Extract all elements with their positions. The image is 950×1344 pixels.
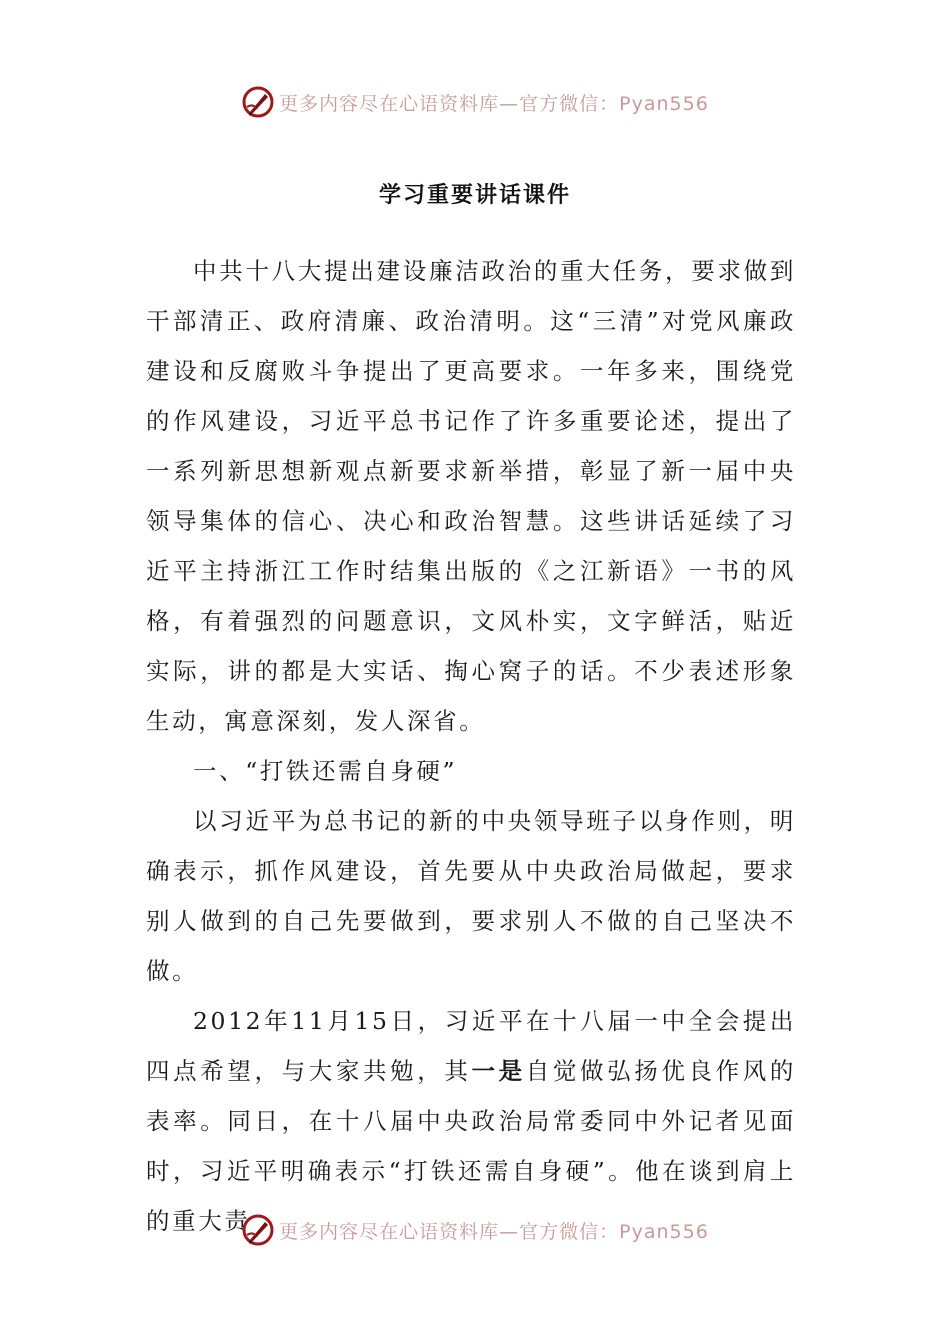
section-heading: 一、“打铁还需自身硬” [193, 757, 458, 785]
paragraph-text: 2012年11月15日，习近平在十八届一中全会提出四点希望，与大家共勉，其 [146, 1007, 796, 1085]
watermark-text: 更多内容尽在心语资料库—官方微信：Pyan556 [279, 1220, 709, 1243]
watermark-text: 更多内容尽在心语资料库—官方微信：Pyan556 [279, 92, 709, 115]
footer-watermark [0, 1210, 950, 1250]
paragraph: 中共十八大提出建设廉洁政治的重大任务，要求做到干部清正、政府清廉、政治清明。这“三清”对党风廉政建设和反腐败斗争提出了更高要求。一年多来，围绕党的作风建设，习近平总书记作了许多重要论述，提出了一系列新思想新观点新要求新举措，彰显了新一届中央领导集体的信心、决心和政治智慧。这些讲话延续了习近平主持浙江工作时结集出版的《之江新语》一书的风格，有着强烈的问题意识，文风朴实，文字鲜活，贴近实际，讲的都是大实话、掏心窝子的话。不少表述形象生动，寓意深刻，发人深省。 [146, 257, 796, 735]
page-title: 学习重要讲话课件 [378, 183, 571, 208]
pen-logo-icon [241, 85, 275, 119]
paragraph [146, 996, 796, 1246]
paragraph-text: 自觉做弘扬优良作风的表率。同日，在十八届中央政治局常委同中外记者见面时，习近平明确表示“打铁还需自身硬”。他在谈到肩上的重大责 [146, 1057, 797, 1235]
paragraph: 以习近平为总书记的新的中央领导班子以身作则，明确表示，抓作风建设，首先要从中央政治局做起，要求别人做到的自己先要做到，要求别人不做的自己坚决不做。 [146, 807, 796, 985]
pen-logo-icon [241, 1213, 275, 1247]
bold-emphasis: 一是 [471, 1057, 526, 1085]
document-body [146, 246, 796, 1246]
header-watermark [0, 82, 950, 122]
